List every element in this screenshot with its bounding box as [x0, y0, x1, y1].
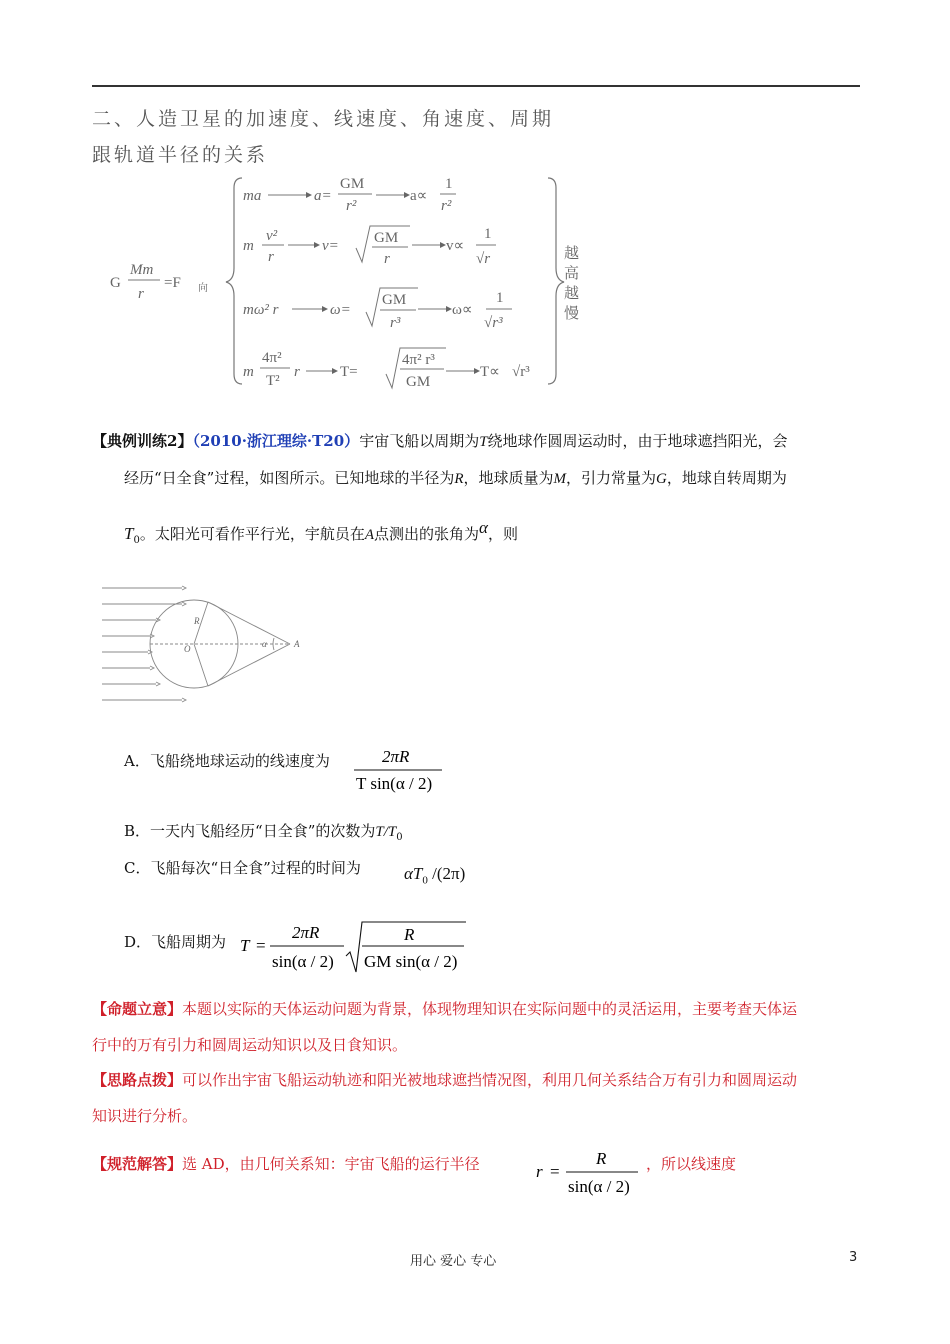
- footer-motto: 用心 爱心 专心: [410, 1254, 497, 1269]
- option-d-den2: GM sin(α / 2): [364, 952, 458, 971]
- row2-pnum: 1: [484, 226, 492, 242]
- row4-num: 4π² r³: [402, 352, 435, 368]
- option-d-label: D．飞船周期为: [124, 933, 227, 951]
- row2-mid: v=: [322, 238, 339, 254]
- row3-pden: √r³: [484, 315, 503, 331]
- intent-line1: [92, 997, 872, 1021]
- answer-formula: [532, 1146, 648, 1202]
- problem-line1: [92, 429, 872, 454]
- row2-den1: r: [268, 249, 274, 265]
- problem-text: 宇宙飞船以周期为: [359, 432, 480, 450]
- var-T: T: [479, 434, 488, 450]
- intent-tag: 【命题立意】: [92, 1000, 183, 1018]
- answer-eq: =: [550, 1162, 560, 1181]
- problem-text: ，则: [487, 525, 518, 543]
- page-number: 3: [849, 1250, 858, 1265]
- row1-pnum: 1: [445, 176, 453, 192]
- option-a-label: A．飞船绕地球运动的线速度为: [124, 752, 330, 770]
- side-note-1: 越: [564, 246, 580, 262]
- formula-block: [100, 170, 600, 392]
- row3-num: GM: [382, 292, 407, 308]
- var-A: A: [364, 527, 375, 543]
- row1-den: r²: [346, 198, 357, 214]
- option-d-T: T: [240, 936, 250, 955]
- row3-mid: ω=: [330, 302, 351, 318]
- row2-prop: v∝: [446, 238, 465, 254]
- option-c-label: C．飞船每次“日全食”过程的时间为: [124, 859, 361, 877]
- row3-lead: mω² r: [243, 302, 279, 318]
- option-c-sub: 0: [422, 874, 428, 887]
- lhs-g: G: [110, 275, 121, 291]
- lhs-den: r: [138, 286, 144, 302]
- row2-lead: m: [243, 238, 254, 254]
- problem-line2: [124, 466, 874, 491]
- answer-r: r: [536, 1162, 543, 1181]
- row4-prop: T∝: [480, 364, 500, 380]
- lhs-num: Mm: [130, 262, 154, 278]
- row4-pval: √r³: [512, 364, 530, 380]
- problem-text: 经历“日全食”过程，如图所示。已知地球的半径为: [124, 469, 455, 487]
- problem-line3: [124, 518, 874, 553]
- row4-den1: T²: [266, 373, 280, 389]
- side-note-4: 慢: [564, 306, 580, 322]
- section-heading-line2: 跟轨道半径的关系: [92, 144, 269, 166]
- row4-den: GM: [406, 374, 431, 390]
- answer-line: [92, 1152, 480, 1176]
- option-d-num1: 2πR: [292, 923, 320, 942]
- problem-text: ，地球质量为: [463, 469, 554, 487]
- option-a-formula: [350, 742, 450, 800]
- hint-tag: 【思路点拨】: [92, 1071, 183, 1089]
- row2-num1: v²: [266, 228, 278, 244]
- problem-tag: 【典例训练2】: [92, 432, 193, 450]
- row3-pnum: 1: [496, 290, 504, 306]
- option-b-sub: 0: [396, 832, 403, 843]
- row1-lead: ma: [243, 188, 262, 204]
- option-b-value: T/T: [375, 824, 397, 840]
- var-T0: T: [124, 524, 134, 543]
- problem-text: 点测出的张角为: [374, 525, 480, 543]
- lhs-sub: 向: [198, 283, 208, 294]
- option-b: [124, 819, 403, 850]
- fig-label-O: O: [184, 644, 191, 654]
- answer-text: 选 AD，由几何关系知：宇宙飞船的运行半径: [182, 1155, 480, 1173]
- row1-prop: a∝: [410, 188, 428, 204]
- intent-line2: 行中的万有引力和圆周运动知识以及日食知识。: [92, 1036, 408, 1054]
- answer-den: sin(α / 2): [568, 1177, 630, 1196]
- hint-line2: 知识进行分析。: [92, 1107, 198, 1125]
- option-c-formula: [404, 864, 465, 886]
- row2-pden: √r: [476, 251, 491, 267]
- var-R: R: [454, 471, 464, 487]
- option-a-num: 2πR: [382, 747, 410, 766]
- option-d-num2: R: [404, 925, 415, 944]
- var-M: M: [553, 471, 567, 487]
- problem-source: （2010·浙江理综·T20）: [192, 432, 360, 450]
- var-alpha: α: [479, 518, 488, 537]
- lhs-eq: =F: [164, 275, 181, 291]
- var-T0-sub: 0: [133, 535, 140, 546]
- section-heading-line1: 二、人造卫星的加速度、线速度、角速度、周期: [92, 108, 555, 130]
- hint-line1: [92, 1068, 872, 1092]
- problem-text: ，地球自转周期为: [666, 469, 787, 487]
- option-d-den1: sin(α / 2): [272, 952, 334, 971]
- problem-text: 。太阳光可看作平行光，宇航员在: [139, 525, 365, 543]
- side-note-2: 高: [564, 266, 580, 282]
- side-note-3: 越: [564, 286, 580, 302]
- option-c-val: αT: [404, 864, 423, 883]
- row4-lead: m: [243, 364, 254, 380]
- eclipse-figure: [98, 580, 310, 708]
- fig-label-R: R: [194, 616, 200, 626]
- row4-num1: 4π²: [262, 350, 282, 366]
- option-b-label: B．一天内飞船经历“日全食”的次数为: [124, 822, 376, 840]
- problem-text: 绕地球作圆周运动时，由于地球遮挡阳光，会: [487, 432, 788, 450]
- fig-label-A: A: [294, 639, 300, 649]
- option-d-eq: =: [256, 936, 266, 955]
- row4-tail: r: [294, 364, 300, 380]
- option-c-tail: /(2π): [427, 864, 466, 883]
- option-d-formula: [236, 918, 472, 978]
- answer-num: R: [596, 1149, 607, 1168]
- row1-num: GM: [340, 176, 365, 192]
- row3-den: r³: [390, 315, 401, 331]
- row4-mid: T=: [340, 364, 358, 380]
- answer-tail: ，所以线速度: [646, 1155, 737, 1173]
- answer-tag: 【规范解答】: [92, 1155, 183, 1173]
- row2-num: GM: [374, 230, 399, 246]
- header-rule: [92, 85, 860, 87]
- row2-den: r: [384, 251, 390, 267]
- row1-mid: a=: [314, 188, 332, 204]
- hint-text: 可以作出宇宙飞船运动轨迹和阳光被地球遮挡情况图，利用几何关系结合万有引力和圆周运动: [182, 1071, 798, 1089]
- intent-text: 本题以实际的天体运动问题为背景，体现物理知识在实际问题中的灵活运用，主要考查天体运: [182, 1000, 798, 1018]
- row1-pden: r²: [441, 198, 452, 214]
- option-a-den: T sin(α / 2): [356, 774, 433, 793]
- problem-text: ，引力常量为: [566, 469, 657, 487]
- var-G: G: [656, 471, 667, 487]
- fig-label-alpha: α: [262, 639, 267, 649]
- row3-prop: ω∝: [452, 302, 473, 318]
